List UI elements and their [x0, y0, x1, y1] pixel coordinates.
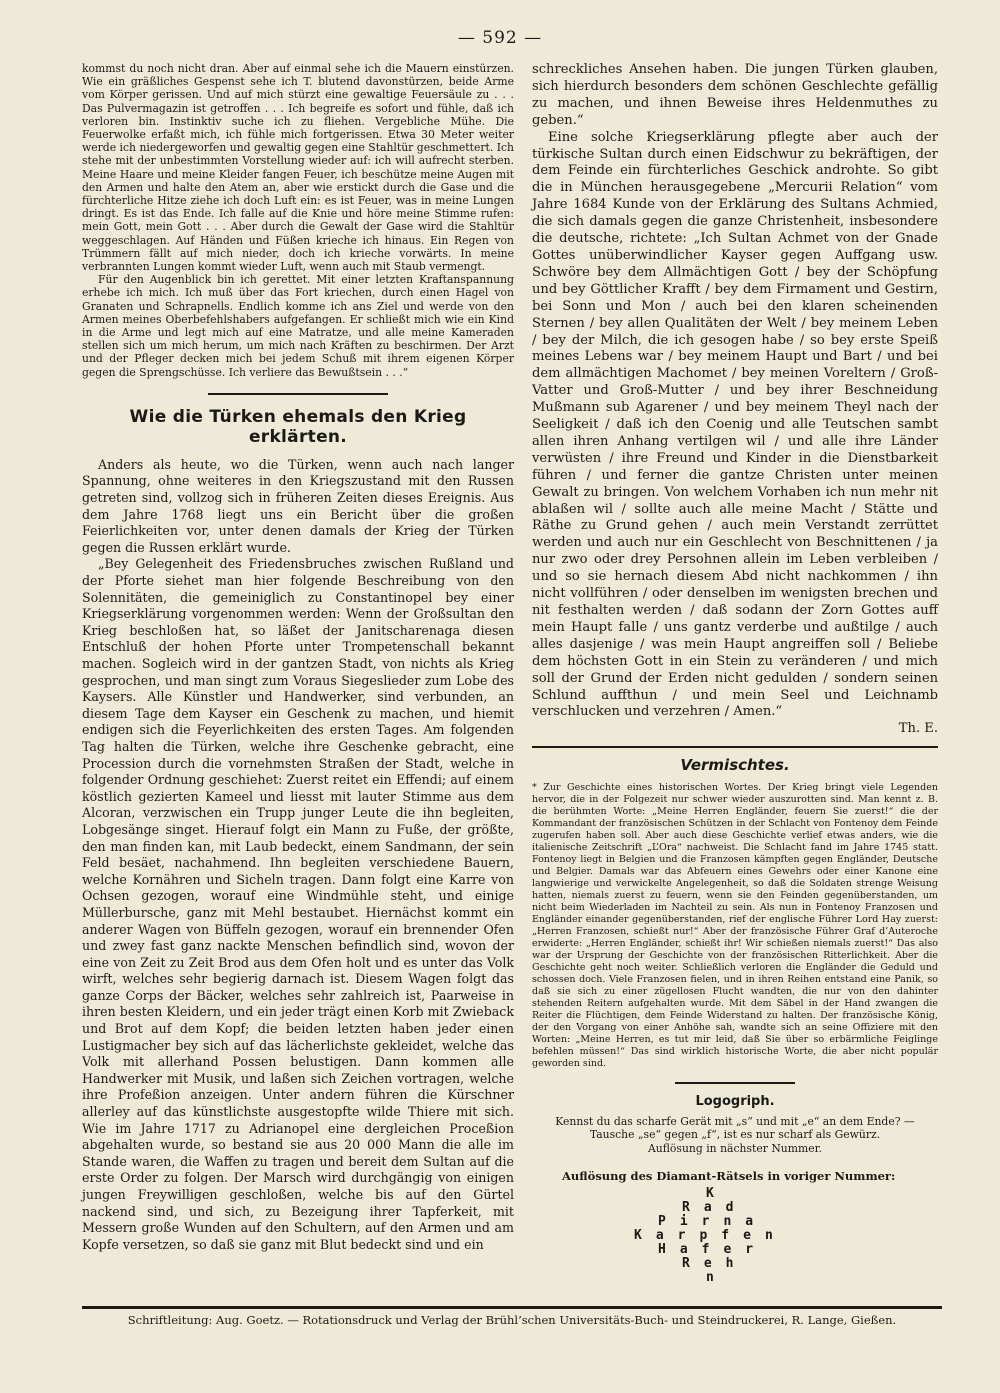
diamond-row: Reh: [682, 1255, 748, 1271]
story-paragraph-1: kommst du noch nicht dran. Aber auf einmal sehe ich die Mauern einstürzen. Wie ein gräßliches Gespenst sehe ich T. blutend davonstürzen, beide Arme vom Körper gerissen. Und auf mich stürzt eine gewaltige Feuersäule zu . . . Das Pulvermagazin ist getroffen . . . Ich begreife es sofort und fühle, daß ich verloren bin. Instinktiv suche ich zu fliehen. Vergebliche Mühe. Die Feuerwolke erfaßt mich, ich fühle mich fortgerissen. Etwa 30 Meter weiter werde ich niedergeworfen und gewaltig gegen eine Stahltür geschmettert. Ich stehe mit der unbestimmten Vorstellung wieder auf: ich will aufrecht sterben. Meine Haare und meine Kleider fangen Feuer, ich beschütze meine Augen mit den Armen und halte den Atem an, aber wie erstickt durch die Gase und die fürchterliche Hitze ziehe ich doch Luft ein: es ist Feuer, was in meine Lungen dringt. Es ist das Ende. Ich falle auf die Knie und höre meine Stimme rufen: mein Gott, mein Gott . . . Aber durch die Gewalt der Gase wird die Stahltür weggeschlagen. Auf Händen und Füßen krieche ich hinaus. Ein Regen von Trümmern fällt auf mich nieder, doch ich krieche vorwärts. In meine verbrannten Lungen kommt wieder Luft, wenn auch mit Staub vermengt.: [82, 62, 514, 274]
logogriph-note: Auflösung in nächster Nummer.: [647, 1141, 822, 1155]
right-column: [532, 62, 938, 1287]
article-signature: Th. E.: [898, 721, 938, 737]
misc-paragraph: * Zur Geschichte eines historischen Wortes. Der Krieg bringt viele Legenden hervor, die in der Folgezeit nur schwer wieder auszurotten sind. Man kennt z. B. die berühmten Worte: „Meine Herren Engländer, feuern Sie zuerst!“ die der Kommandant der französischen Schützen in der Schlacht von Fontenoy dem Feinde zugerufen haben soll. Aber auch diese Geschichte verlief etwas anders, wie die italienische Zeitschrift „L’Ora“ nachweist. Die Schlacht fand im Jahre 1745 statt. Fontenoy liegt in Belgien und die Franzosen kämpften gegen Engländer, Deutsche und Belgier. Damals war das Abfeuern eines Gewehrs oder einer Kanone eine langwierige und verwickelte Angelegenheit, so daß die Soldaten strenge Weisung hatten, niemals zuerst zu feuern, wenn sie den Feinden gegenüberstanden, um nicht beim Wiederladen im Nachteil zu sein. Als nun in Fontenoy Franzosen und Engländer einander gegenüberstanden, rief der englische Führer Lord Hay zuerst: „Herren Franzosen, schießt nur!“ Aber der französische Führer Graf d’Auteroche erwiderte: „Herren Engländer, schießt ihr! Wir schießen niemals zuerst!“ Das also war der Ursprung der Geschichte von der französischen Ritterlichkeit. Aber die Geschichte geht noch weiter. Schließlich verloren die Engländer die Geduld und schossen doch. Viele Franzosen fielen, und in ihren Reihen entstand eine Panik, so daß sie sich zu einer zügellosen Flucht wandten, die nur von den dahinter stehenden Reitern aufgehalten wurde. Mit dem Säbel in der Hand zwangen die Reiter die Flüchtigen, dem Feinde Widerstand zu halten. Der französische König, der den Vorgang von einer Anhöhe sah, wandte sich an seine Offiziere mit den Worten: „Meine Herren, es tut mir leid, daß Sie über so erbärmliche Feiglinge befehlen müssen!“ Das sind wirklich historische Worte, die aber nicht populär geworden sind.: [532, 782, 938, 1070]
diamond-row: n: [706, 1269, 728, 1285]
section-divider: [208, 393, 388, 395]
story-paragraph-2: Für den Augenblick bin ich gerettet. Mit einer letzten Kraftanspannung erhebe ich mich. Ich muß über das Fort kriechen, durch einen Hagel von Granaten und Schrapnells. Endlich komme ich ans Ziel und werde von den Armen meines Oberbefehlshabers aufgefangen. Er schließt mich wie ein Kind in die Arme und legt mich auf eine Matratze, und alle meine Kameraden stellen sich um mich herum, um mich nach Kräften zu beschirmen. Der Arzt und der Pfleger decken mich bei jedem Schuß mit ihrem eigenen Körper gegen die Sprengschüsse. Ich verliere das Bewußtsein . . .“: [82, 273, 514, 379]
left-column: [82, 62, 514, 1253]
diamond-row: K: [706, 1185, 728, 1201]
logogriph-line-2: Tausche „se“ gegen „f“, ist es nur scharf als Gewürz.: [589, 1128, 881, 1142]
article-continuation-1: schreckliches Ansehen haben. Die jungen Türken glauben, sich hierdurch besonders dem schönen Geschlechte gefällig zu machen, und ihnen Beweise ihres Heldenmuthes zu geben.“: [532, 62, 938, 128]
page-number: — 592 —: [457, 28, 543, 48]
solution-title: Auflösung des Diamant-Rätsels in voriger Nummer:: [562, 1168, 896, 1183]
diamond-row: Rad: [682, 1199, 748, 1215]
diamond-row: Pirna: [658, 1213, 768, 1229]
section-divider: [675, 1082, 795, 1084]
diamond-row: Karpfen: [634, 1227, 787, 1243]
diamond-puzzle: [532, 1187, 938, 1287]
article-paragraph-2: „Bey Gelegenheit des Friedensbruches zwischen Rußland und der Pforte siehet man hier folgende Beschreibung von den Solennitäten, die gemeiniglich zu Constantinopel bey einer Kriegserklärung vorgenommen werden: Wenn der Großsultan den Krieg beschloßen hat, so läßet der Janitscharenaga diesen Entschluß der hohen Pforte unter Trompetenschall bekannt machen. Sogleich wird in der gantzen Stadt, von nichts als Krieg gesprochen, und man singt zum Voraus Siegeslieder zum Lobe des Kaysers. Alle Künstler und Handwerker, sind verbunden, an diesem Tage dem Kayser ein Geschenk zu machen, und hiemit endigen sich die Feyerlichkeiten des ersten Tages. Am folgenden Tag halten die Türken, welche ihre Geschenke gebracht, eine Procession durch die vornehmsten Straßen der Stadt, welche in folgender Ordnung geschiehet: Zuerst reitet ein Effendi; auf einem köstlich gezierten Kameel und liesst mit lauter Stimme aus dem Alcoran, verzwischen ein Trupp junger Leute die ihn begleiten, Lobgesänge singet. Hierauf folgt ein Mann zu Fuße, der größte, den man finden kan, mit Laub bedeckt, einem Sandmann, der sein Feld besäet, nachahmend. Ihn begleiten verschiedene Bauern, welche Kornähren und Sicheln tragen. Dann folgt eine Karre von Ochsen gezogen, worauf eine Windmühle steht, und einige Müllerbursche, ganz mit Mehl bestaubet. Hiernächst kommt ein anderer Wagen von Büffeln gezogen, worauf ein brennender Ofen und zwey fast ganz nackte Menschen befindlich sind, wovon der eine von Zeit zu Zeit Brod aus dem Ofen holt und es unter das Volk wirft, welches sehr begierig darnach ist. Diesem Wagen folgt das ganze Corps der Bäcker, welches sehr zahlreich ist, Paarweise in ihren besten Kleidern, und ein jeder trägt einen Korb mit Zwieback und Brot auf dem Kopf; die beiden letzten haben jeder einen Lustigmacher bey sich auf das lächerlichste gekleidet, welche das Volk mit allerhand Possen belustigen. Dann kommen alle Handwerker mit Musik, und laßen sich Zeichen vortragen, welche ihre Profeßion anzeigen. Unter andern führen die Kürschner allerley auf das künstlichste ausgestopfte wilde Thiere mit sich. Wie im Jahre 1717 zu Adrianopel eine dergleichen Proceßion abgehalten wurde, so bestand sie aus 20 000 Mann die alle im Stande waren, die Waffen zu tragen und bereit dem Sultan auf die erste Order zu folgen. Der Marsch wird durchgängig von einigen jungen Freywilligen geschloßen, welche bis auf den Gürtel nackend sind, und sich, zu Bezeigung ihrer Tapferkeit, mit Messern große Wunden auf den Schultern, auf den Armen und am Kopfe versetzen, so daß sie ganz mit Blut bedeckt sind und ein: [82, 556, 514, 1252]
footer-imprint: Schriftleitung: Aug. Goetz. — Rotationsdruck und Verlag der Brühl’schen Universitäts-Buch- und Steindruckerei, R. Lange, Gießen.: [127, 1313, 897, 1327]
logogriph-title: Logogriph.: [695, 1094, 775, 1110]
section-divider: [532, 746, 938, 748]
footer-rule: [82, 1306, 942, 1309]
article-paragraph-1: Anders als heute, wo die Türken, wenn auch nach langer Spannung, ohne weiteres in den Kriegszustand mit den Russen getreten sind, vollzog sich in früheren Zeiten dieses Ereignis. Aus dem Jahre 1768 liegt uns ein Bericht über die großen Feierlichkeiten vor, unter denen damals der Krieg der Türken gegen die Russen erklärt wurde.: [82, 456, 514, 555]
article-title: Wie die Türken ehemals den Krieg erklärten.: [129, 406, 467, 447]
article-continuation-2: Eine solche Kriegserklärung pflegte aber auch der türkische Sultan durch einen Eidschwur zu bekräftigen, der dem Feinde ein fürchterliches Geschick androhte. So gibt die in München herausgegebene „Mercurii Relation“ vom Jahre 1684 Kunde von der Erklärung des Sultans Achmied, die sich damals gegen die ganze Christenheit, insbesondere die deutsche, richtete: „Ich Sultan Achmet von der Gnade Gottes unüberwindlicher Kayser gegen Auffgang usw. Schwöre bey dem Allmächtigen Gott / bey der Schöpfung und bey Göttlicher Krafft / bey dem Firmament und Gestirn, bei Sonn und Mon / auch bei den klaren scheinenden Sternen / bey allen Qualitäten der Welt / bey meinem Leben / bey der Milch, die ich gesogen habe / so bey erste Speiß meines Lebens war / bey meinem Haupt und Bart / und bei dem allmächtigen Machomet / bey meinen Voreltern / Groß-Vatter und Groß-Mutter / und bey ihrer Beschneidung Mußmann sub Agarener / und bey meinem Theyl nach der Seeligkeit / daß ich den Coenig und alle Teutschen sambt allen ihren Anhang vertilgen wil / und alle ihre Länder verwüsten / ihre Freund und Kinder in die Dienstbarkeit führen / und ferner die gantze Christen unter meinen Gewalt zu bringen. Von welchem Vorhaben ich nun mehr nit ablaßen wil / sollte auch alle meine Macht / Stätte und Räthe zu Grund gehen / auch mein Verstandt zerrüttet werden und auch nur ein Geschlecht von Beschnittenen / ja nur zwo oder drey Persohnen allein im Leben verbleiben / und so sie hernach diesem Abd nicht nachkommen / ihn nicht vollführen / oder denselben im wenigsten brechen und nit festhalten werden / daß sodann der Zorn Gottes auff mein Haupt falle / uns gantz verderbe und außtilge / auch alles dasjenige / was mein Haupt angreiffen soll / Beliebe dem höchsten Gott in ein Stein zu veränderen / und mich soll der Grund der Erden nicht gedulden / sondern seinen Schlund auffthun / und mein Seel und Leichnamb verschlucken und verzehren / Amen.“: [532, 129, 938, 720]
logogriph-line-1: Kennst du das scharfe Gerät mit „s“ und mit „e“ an dem Ende? —: [555, 1115, 915, 1129]
misc-title: Vermischtes.: [680, 756, 790, 775]
diamond-row: Hafer: [658, 1241, 768, 1257]
